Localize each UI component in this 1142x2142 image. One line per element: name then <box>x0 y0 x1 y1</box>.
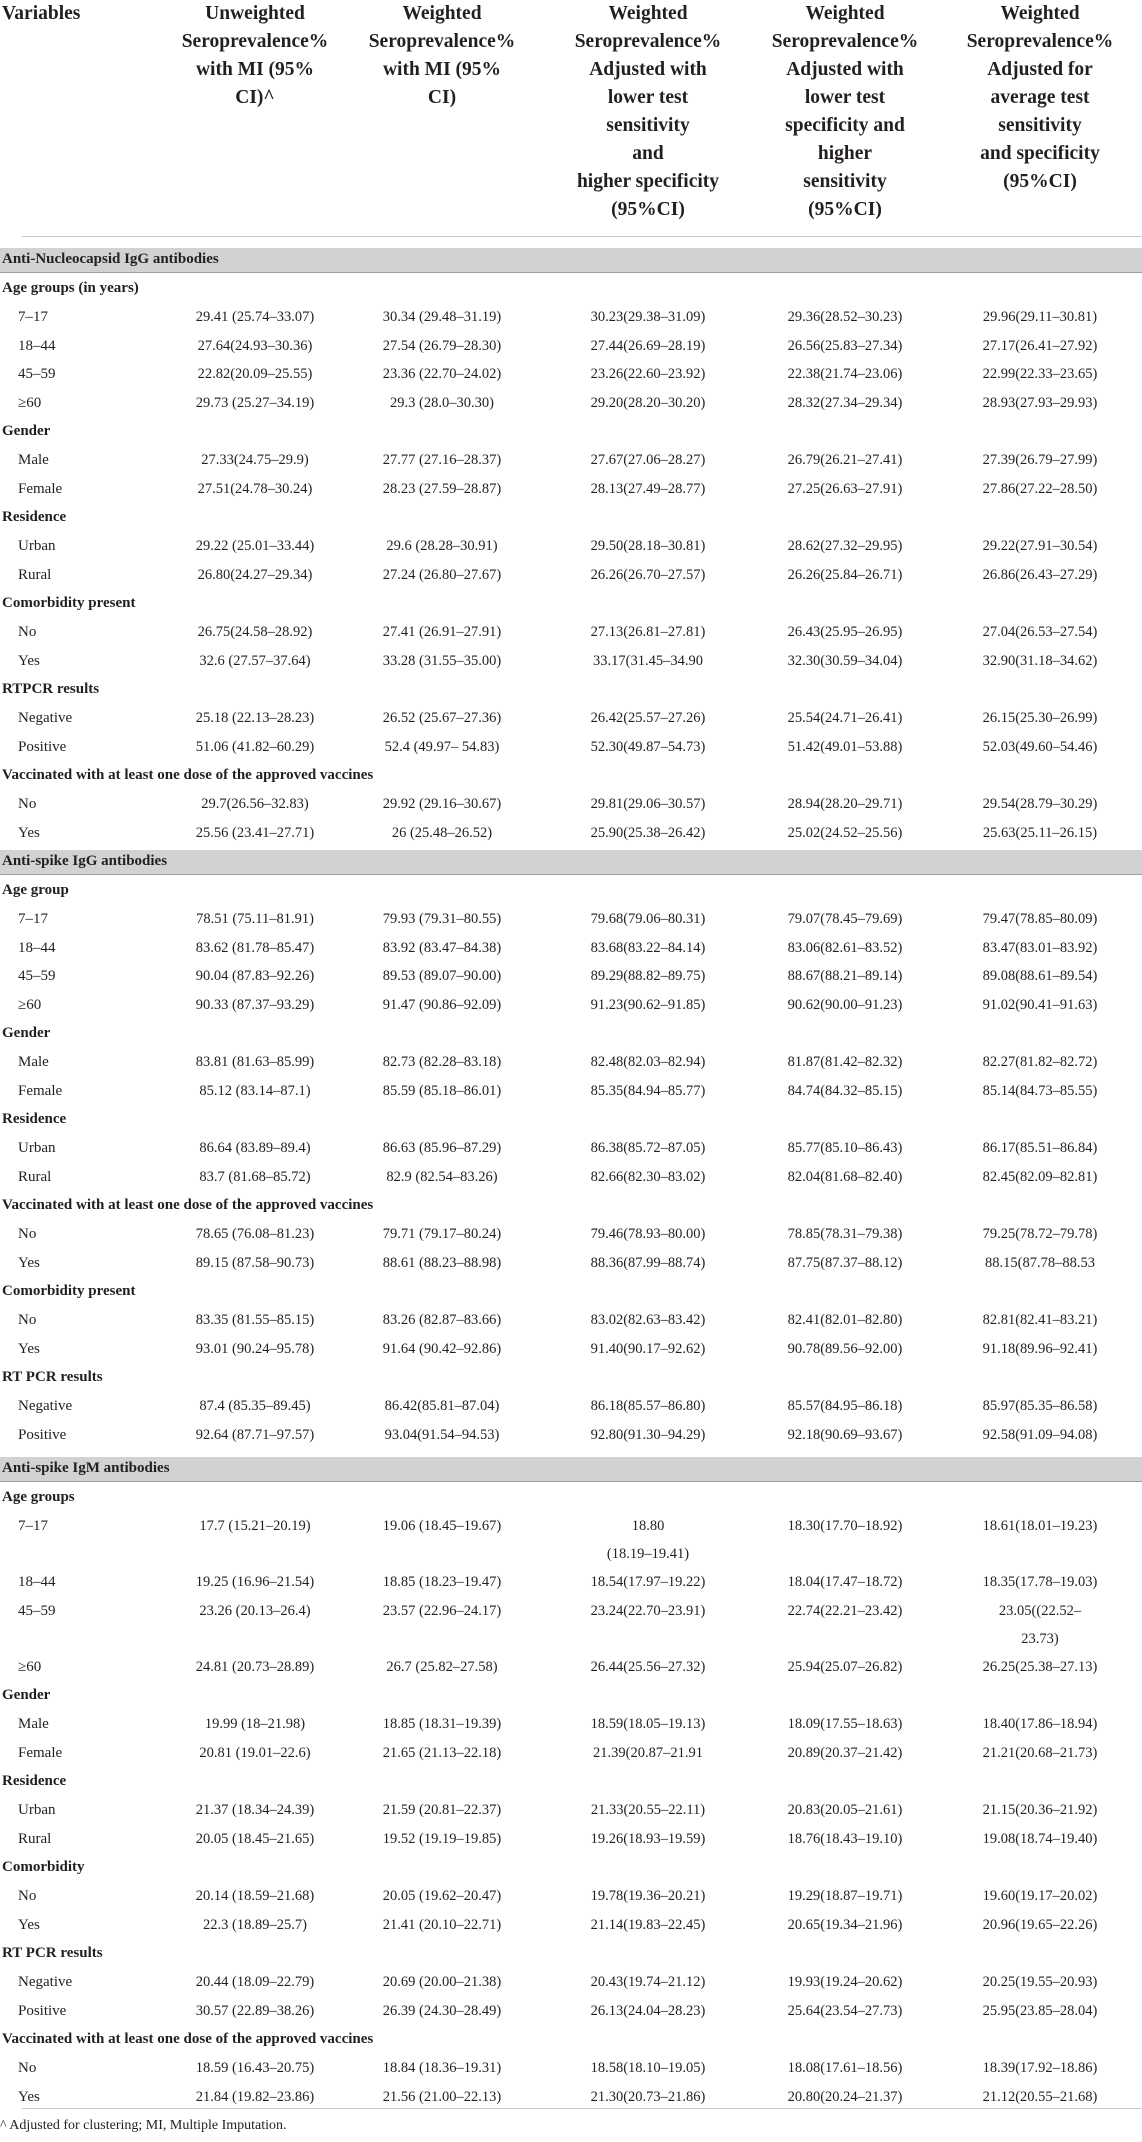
table-cell: 85.12 (83.14–87.1) <box>199 1082 311 1099</box>
table-cell: 19.78(19.36–20.21) <box>590 1888 706 1904</box>
table-cell: 85.59 (85.18–86.01) <box>382 1082 502 1099</box>
table-cell: 18.61(18.01–19.23) <box>982 1518 1098 1534</box>
row-label: Urban <box>18 1802 56 1818</box>
table-cell: 20.43(19.74–21.12) <box>590 1974 706 1990</box>
table-cell: 27.51(24.78–30.24) <box>197 480 313 497</box>
table-cell: 52.30(49.87–54.73) <box>590 738 706 755</box>
table-cell: 32.30(30.59–34.04) <box>787 652 903 669</box>
table-cell: 93.01 (90.24–95.78) <box>195 1340 315 1357</box>
row-label: ≥60 <box>18 1658 42 1675</box>
table-cell: 18.08(17.61–18.56) <box>787 2060 903 2076</box>
table-cell: 88.36(87.99–88.74) <box>590 1254 706 1271</box>
table-cell: 82.81(82.41–83.21) <box>982 1312 1098 1328</box>
row-label: No <box>18 624 37 640</box>
table-cell: 22.3 (18.89–25.7) <box>203 1916 307 1933</box>
table-cell: 83.62 (81.78–85.47) <box>195 939 315 956</box>
table-cell: 23.57 (22.96–24.17) <box>382 1602 502 1619</box>
row-label: Male <box>18 452 49 468</box>
table-cell: 26.86(26.43–27.29) <box>982 566 1098 583</box>
table-cell: 86.17(85.51–86.84) <box>982 1140 1098 1156</box>
table-cell: 19.29(18.87–19.71) <box>787 1888 903 1904</box>
table-cell: 27.17(26.41–27.92) <box>982 337 1098 354</box>
table-cell: 86.63 (85.96–87.29) <box>382 1140 502 1156</box>
table-cell: 89.08(88.61–89.54) <box>982 968 1098 984</box>
table-cell: 25.63(25.11–26.15) <box>982 824 1098 841</box>
row-label: Rural <box>18 1168 52 1185</box>
table-cell: 88.61 (88.23–88.98) <box>382 1254 502 1271</box>
table-cell: 78.85(78.31–79.38) <box>787 1226 903 1242</box>
table-cell: 29.36(28.52–30.23) <box>787 309 903 325</box>
table-cell: 30.23(29.38–31.09) <box>590 309 706 325</box>
row-label: 18–44 <box>18 337 56 354</box>
table-cell: 89.29(88.82–89.75) <box>590 968 706 984</box>
table-cell: 83.92 (83.47–84.38) <box>382 939 502 956</box>
table-cell: 90.62(90.00–91.23) <box>787 996 903 1013</box>
table-cell: 27.64(24.93–30.36) <box>197 337 313 354</box>
footnote: ^ Adjusted for clustering; MI, Multiple Imputation. <box>0 2118 287 2133</box>
table-cell: 91.40(90.17–92.62) <box>590 1340 706 1357</box>
section-title: Anti-spike IgG antibodies <box>2 853 168 869</box>
table-cell: 21.14(19.83–22.45) <box>590 1916 706 1933</box>
row-label: Yes <box>18 1254 40 1271</box>
table-cell: 27.41 (26.91–27.91) <box>382 624 502 640</box>
table-cell: 27.77 (27.16–28.37) <box>382 452 502 468</box>
table-cell: 29.22 (25.01–33.44) <box>195 538 315 554</box>
table-cell: 26.25(25.38–27.13) <box>982 1658 1098 1675</box>
table-cell: 26.7 (25.82–27.58) <box>386 1658 498 1675</box>
table-cell: 51.42(49.01–53.88) <box>787 738 903 755</box>
table-cell: 26.26(26.70–27.57) <box>590 566 706 583</box>
table-cell: 21.30(20.73–21.86) <box>590 2088 706 2105</box>
table-cell: 83.06(82.61–83.52) <box>787 939 903 956</box>
table-cell: 92.18(90.69–93.67) <box>787 1426 903 1443</box>
group-title: Age group <box>2 882 69 898</box>
row-label: Negative <box>18 1974 73 1990</box>
table-cell: 28.13(27.49–28.77) <box>590 480 706 497</box>
table-cell: 32.90(31.18–34.62) <box>982 652 1098 669</box>
row-label: Yes <box>18 652 40 669</box>
table-cell: 85.97(85.35–86.58) <box>982 1398 1098 1414</box>
table-cell: 29.41 (25.74–33.07) <box>195 309 315 325</box>
table-cell: 26.79(26.21–27.41) <box>787 452 903 468</box>
table-cell: 21.56 (21.00–22.13) <box>382 2088 502 2105</box>
column-header: Weighted Seroprevalence% Adjusted for average test sensitivity and specificity (95%CI) <box>966 3 1114 192</box>
table-cell: 27.33(24.75–29.9) <box>201 452 309 468</box>
table-cell: 51.06 (41.82–60.29) <box>195 738 315 755</box>
table-cell: 29.7(26.56–32.83) <box>201 796 309 812</box>
row-label: No <box>18 796 37 812</box>
table-cell: 91.47 (90.86–92.09) <box>382 996 502 1013</box>
table-cell: 88.67(88.21–89.14) <box>787 968 903 984</box>
row-label: 18–44 <box>18 939 56 956</box>
table-cell: 29.54(28.79–30.29) <box>982 796 1098 812</box>
table-cell: 82.27(81.82–82.72) <box>982 1054 1098 1070</box>
table-cell: 79.68(79.06–80.31) <box>590 911 706 927</box>
table-cell: 86.64 (83.89–89.4) <box>199 1140 311 1156</box>
table-cell: 83.02(82.63–83.42) <box>590 1312 706 1328</box>
table-cell: 26.75(24.58–28.92) <box>197 624 313 640</box>
table-cell: 90.33 (87.37–93.29) <box>195 996 315 1013</box>
table-cell: 85.77(85.10–86.43) <box>787 1140 903 1156</box>
table-cell: 29.81(29.06–30.57) <box>590 796 706 812</box>
table-cell: 25.54(24.71–26.41) <box>787 710 903 726</box>
table-cell: 83.7 (81.68–85.72) <box>199 1168 311 1185</box>
table-cell: 21.21(20.68–21.73) <box>982 1744 1098 1761</box>
table-cell: 27.24 (26.80–27.67) <box>382 566 502 583</box>
row-label: 7–17 <box>18 911 48 927</box>
group-title: Age groups (in years) <box>2 280 139 296</box>
row-label: Positive <box>18 1426 67 1443</box>
row-label: Negative <box>18 1398 73 1414</box>
table-cell: 79.93 (79.31–80.55) <box>382 911 502 927</box>
table-cell: 18.54(17.97–19.22) <box>590 1574 706 1590</box>
table-cell: 93.04(91.54–94.53) <box>384 1426 500 1443</box>
table-cell: 91.02(90.41–91.63) <box>982 996 1098 1013</box>
table-cell: 92.80(91.30–94.29) <box>590 1426 706 1443</box>
table-cell: 82.41(82.01–82.80) <box>787 1312 903 1328</box>
table-cell: 20.83(20.05–21.61) <box>787 1802 903 1818</box>
table-cell: 18.30(17.70–18.92) <box>787 1518 903 1534</box>
table-cell: 82.73 (82.28–83.18) <box>382 1054 502 1070</box>
table-cell: 27.04(26.53–27.54) <box>982 624 1098 640</box>
table-cell: 23.36 (22.70–24.02) <box>382 366 502 382</box>
row-label: Male <box>18 1054 49 1070</box>
table-cell: 32.6 (27.57–37.64) <box>199 652 311 669</box>
table-cell: 25.18 (22.13–28.23) <box>195 710 315 726</box>
table-cell: 85.14(84.73–85.55) <box>982 1082 1098 1099</box>
row-label: Urban <box>18 538 56 554</box>
group-title: RT PCR results <box>2 1369 103 1385</box>
table-cell: 27.86(27.22–28.50) <box>982 480 1098 497</box>
table-cell: 20.05 (18.45–21.65) <box>195 1830 315 1847</box>
table-cell: 18.84 (18.36–19.31) <box>382 2060 502 2076</box>
table-cell: 26.56(25.83–27.34) <box>787 337 903 354</box>
table-cell: 28.23 (27.59–28.87) <box>382 480 502 497</box>
row-label: Yes <box>18 1340 40 1357</box>
table-cell: 19.93(19.24–20.62) <box>787 1974 903 1990</box>
section-title: Anti-Nucleocapsid IgG antibodies <box>2 251 219 267</box>
table-cell: 18.04(17.47–18.72) <box>787 1574 903 1590</box>
table-cell: 23.24(22.70–23.91) <box>590 1602 706 1619</box>
table-cell: 89.15 (87.58–90.73) <box>195 1254 315 1271</box>
table-cell: 33.28 (31.55–35.00) <box>382 652 502 669</box>
table-cell: 27.39(26.79–27.99) <box>982 452 1098 468</box>
table-cell: 26.80(24.27–29.34) <box>197 566 313 583</box>
table-cell: 21.65 (21.13–22.18) <box>382 1744 502 1761</box>
table-cell: 82.48(82.03–82.94) <box>590 1054 706 1070</box>
group-title: RTPCR results <box>2 681 100 697</box>
row-label: 7–17 <box>18 1518 48 1534</box>
row-label: ≥60 <box>18 996 42 1013</box>
table-cell: 86.42(85.81–87.04) <box>384 1398 500 1414</box>
row-label: Female <box>18 1744 63 1761</box>
table-cell: 82.04(81.68–82.40) <box>787 1168 903 1185</box>
table-cell: 18.85 (18.23–19.47) <box>382 1574 502 1590</box>
table-cell: 22.74(22.21–23.42) <box>787 1602 903 1619</box>
table-cell: 26.42(25.57–27.26) <box>590 710 706 726</box>
table-cell: 27.13(26.81–27.81) <box>590 624 706 640</box>
table-cell: 78.51 (75.11–81.91) <box>196 911 314 927</box>
table-cell: 29.22(27.91–30.54) <box>982 538 1098 554</box>
table-cell: 19.25 (16.96–21.54) <box>195 1574 315 1590</box>
row-label: No <box>18 1888 37 1904</box>
table-cell: 18.59(18.05–19.13) <box>590 1716 706 1732</box>
table-cell: 20.65(19.34–21.96) <box>787 1916 903 1933</box>
header-rule <box>22 236 1142 237</box>
table-cell: 18.58(18.10–19.05) <box>590 2060 706 2076</box>
group-title: Residence <box>2 1773 67 1789</box>
table-cell: 87.75(87.37–88.12) <box>787 1254 903 1271</box>
table-cell: 18.76(18.43–19.10) <box>787 1830 903 1847</box>
column-header: Unweighted Seroprevalence% with MI (95% CI)^ <box>181 3 329 108</box>
group-title: Age groups <box>2 1489 75 1505</box>
section-band <box>0 1457 1142 1482</box>
table-cell: 22.99(22.33–23.65) <box>982 366 1098 382</box>
table-cell: 23.05((22.52– 23.73) <box>998 1602 1082 1647</box>
table-cell: 83.35 (81.55–85.15) <box>195 1312 315 1328</box>
table-cell: 52.4 (49.97– 54.83) <box>384 738 500 755</box>
section-band <box>0 248 1142 273</box>
table-cell: 26.52 (25.67–27.36) <box>382 710 502 726</box>
table-cell: 21.12(20.55–21.68) <box>982 2088 1098 2105</box>
table-cell: 25.94(25.07–26.82) <box>787 1658 903 1675</box>
table-cell: 27.44(26.69–28.19) <box>590 337 706 354</box>
group-title: RT PCR results <box>2 1945 103 1961</box>
table-cell: 29.6 (28.28–30.91) <box>386 538 498 554</box>
table-cell: 19.60(19.17–20.02) <box>982 1888 1098 1904</box>
group-title: Gender <box>2 1025 51 1041</box>
table-cell: 23.26(22.60–23.92) <box>590 366 706 382</box>
table-cell: 29.96(29.11–30.81) <box>982 309 1098 325</box>
row-label: Urban <box>18 1140 56 1156</box>
group-title: Residence <box>2 509 67 525</box>
table-cell: 88.15(87.78–88.53 <box>985 1254 1095 1271</box>
table-cell: 28.93(27.93–29.93) <box>982 394 1098 411</box>
table-cell: 28.62(27.32–29.95) <box>787 538 903 554</box>
table-cell: 83.68(83.22–84.14) <box>590 939 706 956</box>
table-cell: 19.08(18.74–19.40) <box>982 1830 1098 1847</box>
group-title: Vaccinated with at least one dose of the approved vaccines <box>2 2031 374 2047</box>
table-cell: 25.90(25.38–26.42) <box>590 824 706 841</box>
row-label: No <box>18 1226 37 1242</box>
table-cell: 85.35(84.94–85.77) <box>590 1082 706 1099</box>
table-cell: 30.57 (22.89–38.26) <box>195 2002 315 2019</box>
table-cell: 18.40(17.86–18.94) <box>982 1716 1098 1732</box>
group-title: Vaccinated with at least one dose of the approved vaccines <box>2 767 374 783</box>
table-cell: 26.15(25.30–26.99) <box>982 710 1098 726</box>
table-cell: 20.44 (18.09–22.79) <box>195 1974 315 1990</box>
table-cell: 26.43(25.95–26.95) <box>787 624 903 640</box>
row-label: ≥60 <box>18 394 42 411</box>
table-cell: 83.81 (81.63–85.99) <box>195 1054 315 1070</box>
table-cell: 18.09(17.55–18.63) <box>787 1716 903 1732</box>
table-cell: 92.58(91.09–94.08) <box>982 1426 1098 1443</box>
table-cell: 20.81 (19.01–22.6) <box>199 1744 311 1761</box>
table-cell: 26.13(24.04–28.23) <box>590 2002 706 2019</box>
table-cell: 21.41 (20.10–22.71) <box>382 1916 502 1933</box>
table-cell: 23.26 (20.13–26.4) <box>199 1602 311 1619</box>
table-cell: 25.95(23.85–28.04) <box>982 2002 1098 2019</box>
table-cell: 29.3 (28.0–30.30) <box>390 394 494 411</box>
table-cell: 26.44(25.56–27.32) <box>590 1658 706 1675</box>
table-cell: 27.25(26.63–27.91) <box>787 480 903 497</box>
table-cell: 82.66(82.30–83.02) <box>590 1168 706 1185</box>
table-cell: 82.9 (82.54–83.26) <box>386 1168 498 1185</box>
table-cell: 21.15(20.36–21.92) <box>982 1802 1098 1818</box>
group-title: Comorbidity present <box>2 1283 136 1299</box>
table-cell: 83.47(83.01–83.92) <box>982 939 1098 956</box>
row-label: Rural <box>18 566 52 583</box>
table-cell: 79.07(78.45–79.69) <box>787 911 903 927</box>
table-cell: 28.32(27.34–29.34) <box>787 394 903 411</box>
row-label: Female <box>18 480 63 497</box>
row-label: 45–59 <box>18 366 56 382</box>
table-cell: 25.56 (23.41–27.71) <box>195 824 315 841</box>
row-label: No <box>18 2060 37 2076</box>
table-cell: 21.33(20.55–22.11) <box>590 1802 706 1818</box>
row-label: Rural <box>18 1830 52 1847</box>
column-header: Weighted Seroprevalence% Adjusted with lower test specificity and higher sensitivity (95%CI) <box>771 3 919 220</box>
table-cell: 87.4 (85.35–89.45) <box>199 1398 311 1414</box>
header-variables: Variables <box>2 3 81 24</box>
column-header: Weighted Seroprevalence% with MI (95% CI) <box>368 3 516 108</box>
table-cell: 78.65 (76.08–81.23) <box>195 1226 315 1242</box>
table-cell: 30.34 (29.48–31.19) <box>382 309 502 325</box>
row-label: 45–59 <box>18 1602 56 1619</box>
table-cell: 28.94(28.20–29.71) <box>787 796 903 812</box>
table-cell: 91.23(90.62–91.85) <box>590 996 706 1013</box>
table-cell: 18.85 (18.31–19.39) <box>382 1716 502 1732</box>
row-label: Positive <box>18 2002 67 2019</box>
table-cell: 82.45(82.09–82.81) <box>982 1168 1098 1185</box>
table-cell: 83.26 (82.87–83.66) <box>382 1312 502 1328</box>
group-title: Gender <box>2 423 51 439</box>
table-cell: 86.38(85.72–87.05) <box>590 1140 706 1156</box>
footer-rule <box>22 2108 1142 2109</box>
group-title: Comorbidity present <box>2 595 136 611</box>
table-cell: 17.7 (15.21–20.19) <box>199 1518 311 1534</box>
table-cell: 27.67(27.06–28.27) <box>590 452 706 468</box>
table-cell: 18.80 (18.19–19.41) <box>606 1518 690 1562</box>
table-cell: 20.96(19.65–22.26) <box>982 1916 1098 1933</box>
table-cell: 22.38(21.74–23.06) <box>787 366 903 382</box>
section-title: Anti-spike IgM antibodies <box>2 1460 170 1476</box>
table-cell: 26 (25.48–26.52) <box>391 824 493 841</box>
table-cell: 18.39(17.92–18.86) <box>982 2060 1098 2076</box>
group-title: Comorbidity <box>2 1859 85 1875</box>
table-cell: 91.18(89.96–92.41) <box>982 1340 1098 1357</box>
row-label: Yes <box>18 1916 40 1933</box>
table-cell: 25.64(23.54–27.73) <box>787 2002 903 2019</box>
table-cell: 85.57(84.95–86.18) <box>787 1398 903 1414</box>
table-cell: 29.20(28.20–30.20) <box>590 394 706 411</box>
table-cell: 21.37 (18.34–24.39) <box>195 1802 315 1818</box>
table-cell: 29.92 (29.16–30.67) <box>382 796 502 812</box>
row-label: Positive <box>18 738 67 755</box>
table-cell: 20.89(20.37–21.42) <box>787 1744 903 1761</box>
table-cell: 20.25(19.55–20.93) <box>982 1974 1098 1990</box>
table-cell: 19.52 (19.19–19.85) <box>382 1830 502 1847</box>
table-cell: 18.35(17.78–19.03) <box>982 1574 1098 1590</box>
section-band <box>0 850 1142 875</box>
table-cell: 29.50(28.18–30.81) <box>590 538 706 554</box>
table-cell: 20.05 (19.62–20.47) <box>382 1888 502 1904</box>
table-cell: 26.26(25.84–26.71) <box>787 566 903 583</box>
table-cell: 22.82(20.09–25.55) <box>197 366 313 382</box>
table-cell: 92.64 (87.71–97.57) <box>195 1426 315 1443</box>
table-cell: 20.69 (20.00–21.38) <box>382 1974 502 1990</box>
table-cell: 19.26(18.93–19.59) <box>590 1830 706 1847</box>
table-cell: 84.74(84.32–85.15) <box>787 1082 903 1099</box>
row-label: Yes <box>18 2088 40 2105</box>
table-cell: 19.99 (18–21.98) <box>204 1716 306 1732</box>
table-cell: 19.06 (18.45–19.67) <box>382 1518 502 1534</box>
table-cell: 79.71 (79.17–80.24) <box>382 1226 502 1242</box>
table-cell: 21.39(20.87–21.91 <box>593 1744 703 1761</box>
table-cell: 18.59 (16.43–20.75) <box>195 2060 315 2076</box>
row-label: No <box>18 1312 37 1328</box>
table-cell: 26.39 (24.30–28.49) <box>382 2002 502 2019</box>
row-label: 18–44 <box>18 1574 56 1590</box>
table-cell: 52.03(49.60–54.46) <box>982 738 1098 755</box>
table-cell: 24.81 (20.73–28.89) <box>195 1658 315 1675</box>
group-title: Vaccinated with at least one dose of the approved vaccines <box>2 1197 374 1213</box>
column-header: Weighted Seroprevalence% Adjusted with lower test sensitivity and higher specificity (95%CI) <box>574 3 722 220</box>
table-cell: 20.14 (18.59–21.68) <box>195 1888 315 1904</box>
row-label: Female <box>18 1082 63 1099</box>
row-label: Yes <box>18 824 40 841</box>
row-label: Male <box>18 1716 49 1732</box>
table-cell: 20.80(20.24–21.37) <box>787 2088 903 2105</box>
table-cell: 79.25(78.72–79.78) <box>982 1226 1098 1242</box>
table-cell: 89.53 (89.07–90.00) <box>382 968 502 984</box>
row-label: 45–59 <box>18 968 56 984</box>
group-title: Residence <box>2 1111 67 1127</box>
table-cell: 29.73 (25.27–34.19) <box>195 394 315 411</box>
table-cell: 90.04 (87.83–92.26) <box>195 968 315 984</box>
table-cell: 91.64 (90.42–92.86) <box>382 1340 502 1357</box>
table-cell: 25.02(24.52–25.56) <box>787 824 903 841</box>
group-title: Gender <box>2 1687 51 1703</box>
table-cell: 27.54 (26.79–28.30) <box>382 337 502 354</box>
table-cell: 79.47(78.85–80.09) <box>982 911 1098 927</box>
table-cell: 90.78(89.56–92.00) <box>787 1340 903 1357</box>
row-label: 7–17 <box>18 309 48 325</box>
row-label: Negative <box>18 710 73 726</box>
table-cell: 86.18(85.57–86.80) <box>590 1398 706 1414</box>
table-cell: 21.59 (20.81–22.37) <box>382 1802 502 1818</box>
table-cell: 79.46(78.93–80.00) <box>590 1226 706 1242</box>
table-cell: 81.87(81.42–82.32) <box>787 1054 903 1070</box>
table-cell: 21.84 (19.82–23.86) <box>195 2088 315 2105</box>
table-cell: 33.17(31.45–34.90 <box>593 652 703 669</box>
